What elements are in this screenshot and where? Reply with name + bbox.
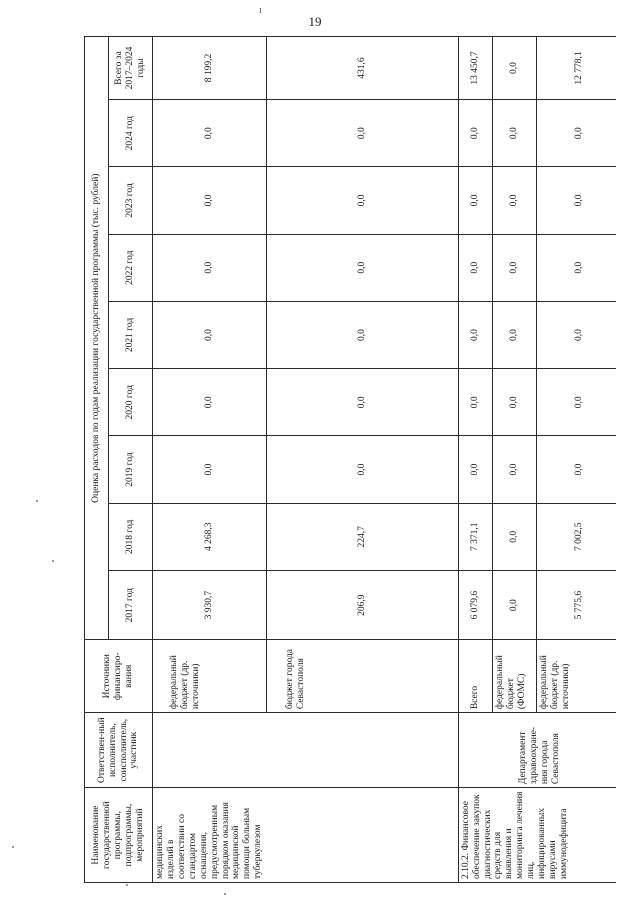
value-2019: 0,0 (536, 436, 616, 503)
header-year-2021: 2021 год (109, 301, 153, 368)
page-number: 19 (308, 14, 322, 29)
row-source: федеральный бюджет (др. источники) (153, 640, 267, 713)
value-2021: 0,0 (153, 301, 267, 368)
value-2018: 4 268,3 (153, 503, 267, 570)
value-2017: 6 079,6 (458, 570, 492, 639)
header-total: Всего за 2017–2024 годы (109, 37, 153, 100)
value-2024: 0,0 (492, 100, 536, 167)
value-2017: 3 930,7 (153, 570, 267, 639)
value-total: 8 199,2 (153, 37, 267, 100)
scan-speck (12, 846, 14, 848)
budget-table (84, 36, 616, 883)
header-year-2022: 2022 год (109, 234, 153, 301)
value-2019: 0,0 (153, 436, 267, 503)
value-2024: 0,0 (458, 100, 492, 167)
rotated-table-area (84, 36, 616, 883)
header-year-2024: 2024 год (109, 100, 153, 167)
value-2020: 0,0 (536, 369, 616, 436)
value-total: 12 778,1 (536, 37, 616, 100)
row-executor: Департамент здравоохране-ния города Севастополя (458, 713, 616, 788)
table-row (458, 37, 492, 883)
header-year-2020: 2020 год (109, 369, 153, 436)
scan-speck (224, 893, 226, 895)
value-2021: 0,0 (266, 301, 458, 368)
value-2018: 7 002,5 (536, 503, 616, 570)
value-2023: 0,0 (266, 167, 458, 234)
rotated-table-wrapper (84, 36, 616, 883)
value-2019: 0,0 (458, 436, 492, 503)
value-2020: 0,0 (153, 369, 267, 436)
value-2023: 0,0 (536, 167, 616, 234)
value-2020: 0,0 (266, 369, 458, 436)
scan-speck (126, 884, 128, 886)
value-2021: 0,0 (458, 301, 492, 368)
value-2024: 0,0 (266, 100, 458, 167)
value-2023: 0,0 (153, 167, 267, 234)
row-source: федеральный бюджет (др. источники) (536, 640, 616, 713)
value-2017: 0,0 (492, 570, 536, 639)
header-year-2017: 2017 год (109, 570, 153, 639)
scan-speck (36, 500, 38, 502)
value-2021: 0,0 (536, 301, 616, 368)
value-2018: 224,7 (266, 503, 458, 570)
table-row (266, 37, 458, 883)
row-name-continued (266, 788, 458, 883)
value-2017: 5 775,6 (536, 570, 616, 639)
header-name: Наименование государственной программы, подпрограммы, мероприятий (85, 788, 153, 883)
value-2024: 0,0 (536, 100, 616, 167)
scan-mark: ı (259, 5, 262, 16)
row-source: Всего (458, 640, 492, 713)
row-name: медицинских изделий в соответствии со стандартом оснащения, предусмотренным порядком оказания медицинской помощи больным туберкулезом (153, 788, 267, 883)
value-2019: 0,0 (492, 436, 536, 503)
header-year-2019: 2019 год (109, 436, 153, 503)
row-executor-continued (266, 713, 458, 788)
value-2024: 0,0 (153, 100, 267, 167)
header-executor: Ответствен-ный исполнитель, соисполнитель, участник (85, 713, 153, 788)
value-2020: 0,0 (492, 369, 536, 436)
scan-speck (52, 560, 54, 562)
value-2018: 7 371,1 (458, 503, 492, 570)
value-total: 13 450,7 (458, 37, 492, 100)
value-2022: 0,0 (266, 234, 458, 301)
header-expense-group: Оценка расходов по годам реализации государственной программы (тыс. рублей) (85, 37, 109, 640)
value-total: 431,6 (266, 37, 458, 100)
value-2022: 0,0 (153, 234, 267, 301)
row-source: бюджет города Севастополя (266, 640, 458, 713)
value-2018: 0,0 (492, 503, 536, 570)
value-2021: 0,0 (492, 301, 536, 368)
table-row (153, 37, 267, 883)
value-2020: 0,0 (458, 369, 492, 436)
value-2023: 0,0 (458, 167, 492, 234)
header-year-2018: 2018 год (109, 503, 153, 570)
row-name: 2.10.2. Финансовое обеспечение закупок диагностических средств для выявления и мониторинга лечения лиц, инфицированных вирусами иммунодефицита (458, 788, 616, 883)
header-source: Источники финансиро-вания (85, 640, 153, 713)
value-total: 0,0 (492, 37, 536, 100)
value-2017: 206,9 (266, 570, 458, 639)
header-year-2023: 2023 год (109, 167, 153, 234)
value-2019: 0,0 (266, 436, 458, 503)
value-2022: 0,0 (458, 234, 492, 301)
value-2022: 0,0 (492, 234, 536, 301)
row-executor (153, 713, 267, 788)
value-2023: 0,0 (492, 167, 536, 234)
row-source: федеральный бюджет (ФОМС) (492, 640, 536, 713)
value-2022: 0,0 (536, 234, 616, 301)
